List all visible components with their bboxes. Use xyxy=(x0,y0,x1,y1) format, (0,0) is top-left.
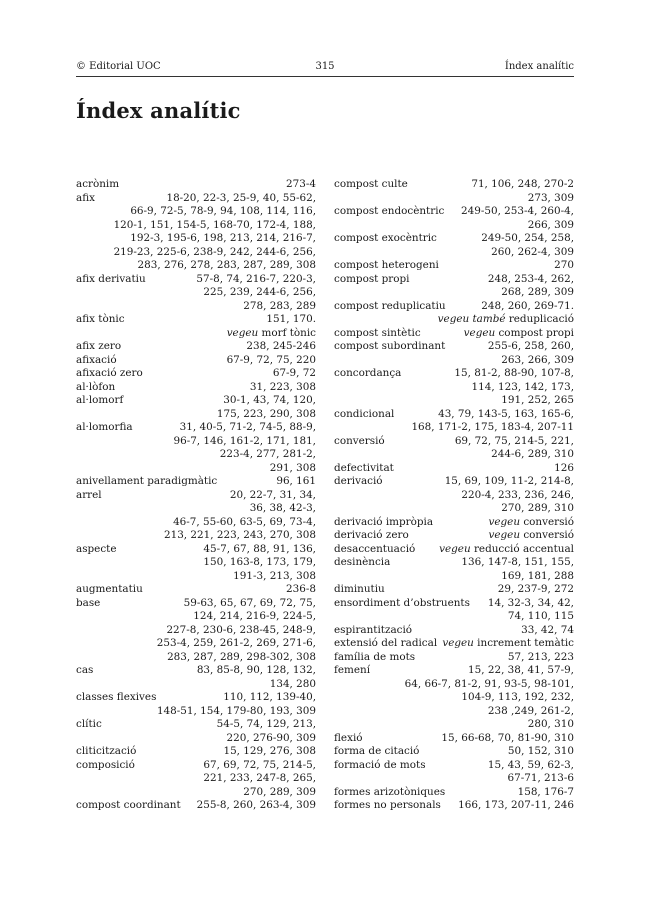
index-entry-first-line xyxy=(334,786,574,800)
cross-reference-marker: vegeu xyxy=(439,542,471,555)
index-pages: 57, 213, 223 xyxy=(507,650,574,663)
index-pages-continuation: 219-23, 225-6, 238-9, 242, 244-6, 256, xyxy=(113,245,316,258)
index-term: espirantització xyxy=(334,623,413,636)
index-entry xyxy=(76,394,316,421)
index-term: base xyxy=(76,596,101,609)
index-term: compost sintètic xyxy=(334,326,421,339)
index-pages-continuation: 268, 289, 309 xyxy=(501,286,574,298)
index-pages: 248, 260, 269-71. xyxy=(481,299,574,312)
index-pages: 30-1, 43, 74, 120, xyxy=(223,394,316,406)
index-entry-first-line xyxy=(334,300,574,314)
index-pages: 270 xyxy=(554,259,574,271)
index-entry-first-line xyxy=(334,637,574,651)
index-entry-first-line xyxy=(334,759,574,773)
index-pages: 31, 40-5, 71-2, 74-5, 88-9, xyxy=(179,421,316,433)
index-pages: 96, 161 xyxy=(276,475,316,487)
index-term: compost exocèntric xyxy=(334,232,437,244)
index-entry xyxy=(76,799,316,813)
index-pages-continuation: 220-4, 233, 236, 246, xyxy=(461,488,574,501)
index-entry-first-line xyxy=(76,475,316,489)
index-entry-first-line xyxy=(76,381,316,395)
index-term: concordança xyxy=(334,367,402,379)
index-entry xyxy=(334,300,574,327)
index-pages: 249-50, 254, 258, xyxy=(481,232,574,244)
index-pages-continuation: 104-9, 113, 192, 232, xyxy=(461,691,574,703)
cross-reference-marker: vegeu xyxy=(488,515,521,528)
index-pages: 273-4 xyxy=(286,178,316,190)
index-entry xyxy=(76,273,316,314)
index-term: arrel xyxy=(76,488,102,501)
index-pages: 71, 106, 248, 270-2 xyxy=(471,178,574,190)
index-entry-first-line xyxy=(76,718,316,732)
index-entry xyxy=(76,489,316,543)
index-pages-continuation: 114, 123, 142, 173, xyxy=(471,380,574,393)
index-pages: 14, 32-3, 34, 42, xyxy=(487,596,574,609)
index-entry-first-line xyxy=(76,313,316,327)
index-entry xyxy=(334,786,574,800)
index-pages-continuation: 192-3, 195-6, 198, 213, 214, 216-7, xyxy=(130,232,316,244)
index-term: compost heterogeni xyxy=(334,259,439,271)
cross-reference-marker: vegeu xyxy=(226,326,259,339)
index-pages-continuation: 225, 239, 244-6, 256, xyxy=(203,286,316,298)
index-term: afixació zero xyxy=(76,367,143,379)
index-entry xyxy=(334,516,574,530)
index-pages: 110, 112, 139-40, xyxy=(223,691,316,703)
index-term: desaccentuació xyxy=(334,542,416,555)
index-term: extensió del radical xyxy=(334,637,438,649)
cross-reference-marker: vegeu xyxy=(463,326,496,339)
index-pages-continuation: 169, 181, 288 xyxy=(501,569,574,582)
index-pages: 20, 22-7, 31, 34, xyxy=(229,488,316,501)
index-pages-continuation: 36, 38, 42-3, xyxy=(249,502,316,514)
index-pages-continuation: 270, 289, 309 xyxy=(243,785,316,798)
index-entry xyxy=(334,408,574,435)
index-cross-reference xyxy=(439,543,574,557)
index-entry-first-line xyxy=(334,259,574,273)
index-entry xyxy=(334,651,574,665)
index-pages-continuation: 213, 221, 223, 243, 270, 308 xyxy=(163,529,316,541)
header-rule xyxy=(76,76,574,77)
index-pages: 15, 66-68, 70, 81-90, 310 xyxy=(441,731,574,744)
index-pages-continuation: 221, 233, 247-8, 265, xyxy=(203,772,316,784)
index-entry xyxy=(76,691,316,718)
index-term: acrònim xyxy=(76,178,120,190)
index-term: flexió xyxy=(334,731,363,744)
index-entry xyxy=(334,178,574,205)
index-entry-first-line xyxy=(334,529,574,543)
index-pages-continuation: 223-4, 277, 281-2, xyxy=(219,448,316,460)
index-term: afix zero xyxy=(76,340,122,352)
index-term: classes flexives xyxy=(76,691,157,703)
index-pages: 15, 22, 38, 41, 57-9, xyxy=(468,664,574,676)
index-pages-continuation: 67-71, 213-6 xyxy=(507,772,574,784)
index-column-left xyxy=(76,178,316,813)
index-pages-continuation: 244-6, 289, 310 xyxy=(491,448,574,460)
index-entry-first-line xyxy=(334,651,574,665)
index-entry xyxy=(76,745,316,759)
cross-reference-target: conversió xyxy=(520,529,574,541)
index-entry-first-line xyxy=(76,178,316,192)
index-entry-first-line xyxy=(76,691,316,705)
cross-reference-marker: vegeu xyxy=(488,529,521,541)
running-header xyxy=(76,60,574,74)
index-entry-first-line xyxy=(76,367,316,381)
index-pages-continuation: 220, 276-90, 309 xyxy=(226,731,316,744)
index-pages-continuation: 46-7, 55-60, 63-5, 69, 73-4, xyxy=(173,515,316,528)
index-pages-continuation: 148-51, 154, 179-80, 193, 309 xyxy=(156,704,316,717)
index-entry-first-line xyxy=(76,597,316,611)
index-entry xyxy=(76,367,316,381)
index-entry-first-line xyxy=(334,597,574,611)
index-term: compost subordinant xyxy=(334,340,446,352)
index-pages-continuation: 280, 310 xyxy=(527,718,574,730)
index-entry-first-line xyxy=(76,273,316,287)
index-entry-first-line xyxy=(76,759,316,773)
index-cross-reference xyxy=(334,313,574,327)
index-entry-first-line xyxy=(334,435,574,449)
index-entry xyxy=(334,475,574,516)
index-entry-first-line xyxy=(334,367,574,381)
index-pages: 255-6, 258, 260, xyxy=(487,340,574,352)
index-entry xyxy=(76,543,316,584)
index-term: formes no personals xyxy=(334,799,441,811)
index-pages-continuation: 134, 280 xyxy=(269,677,316,690)
index-entry xyxy=(76,718,316,745)
index-pages-continuation: 278, 283, 289 xyxy=(243,299,316,312)
index-entry xyxy=(76,313,316,340)
index-pages-continuation: 270, 289, 310 xyxy=(501,502,574,514)
index-pages: 249-50, 253-4, 260-4, xyxy=(461,205,574,217)
index-entry xyxy=(76,340,316,354)
index-entry-first-line xyxy=(76,421,316,435)
index-entry xyxy=(334,556,574,583)
index-pages: 15, 43, 59, 62-3, xyxy=(487,758,574,771)
index-term: conversió xyxy=(334,434,385,447)
index-entry xyxy=(76,664,316,691)
index-pages-continuation: 260, 262-4, 309 xyxy=(491,245,574,258)
index-pages: 236-8 xyxy=(286,583,316,595)
index-entry-first-line xyxy=(334,475,574,489)
index-pages: 69, 72, 75, 214-5, 221, xyxy=(454,434,574,447)
index-pages-continuation: 263, 266, 309 xyxy=(501,353,574,366)
index-pages: 238, 245-246 xyxy=(246,340,316,352)
index-entry-first-line xyxy=(76,394,316,408)
index-pages-continuation: 273, 309 xyxy=(527,191,574,204)
index-entry xyxy=(76,597,316,665)
index-entry-first-line xyxy=(334,543,574,557)
index-term: afix derivatiu xyxy=(76,272,146,285)
index-entry-first-line xyxy=(334,624,574,638)
index-pages: 83, 85-8, 90, 128, 132, xyxy=(196,664,316,676)
index-pages: 57-8, 74, 216-7, 220-3, xyxy=(196,272,316,285)
index-term: compost coordinant xyxy=(76,799,181,811)
index-entry-first-line xyxy=(334,408,574,422)
index-pages-continuation: 227-8, 230-6, 238-45, 248-9, xyxy=(166,623,316,636)
index-entry xyxy=(334,637,574,651)
index-pages: 255-8, 260, 263-4, 309 xyxy=(196,799,316,811)
index-term: clític xyxy=(76,718,102,730)
index-entry-first-line xyxy=(334,273,574,287)
index-term: desinència xyxy=(334,556,391,568)
index-pages: 18-20, 22-3, 25-9, 40, 55-62, xyxy=(166,191,316,204)
index-pages: 15, 81-2, 88-90, 107-8, xyxy=(454,367,574,379)
index-entry-first-line xyxy=(334,583,574,597)
index-entry-first-line xyxy=(76,583,316,597)
index-entry-first-line xyxy=(334,799,574,813)
index-pages-continuation: 266, 309 xyxy=(527,218,574,231)
index-entry xyxy=(334,529,574,543)
index-term: formes arizotòniques xyxy=(334,785,446,798)
index-term: afix tònic xyxy=(76,313,125,325)
index-pages-continuation: 191, 252, 265 xyxy=(501,394,574,406)
cross-reference-target: reduplicació xyxy=(505,313,574,325)
index-pages: 43, 79, 143-5, 163, 165-6, xyxy=(438,407,574,420)
index-entry xyxy=(334,435,574,462)
index-pages: 15, 69, 109, 11-2, 214-8, xyxy=(444,475,574,487)
publisher-label: © Editorial UOC xyxy=(76,61,161,72)
index-entry xyxy=(334,732,574,746)
index-pages-continuation: 175, 223, 290, 308 xyxy=(216,407,316,420)
index-term: al·lomorf xyxy=(76,394,124,406)
index-column-right xyxy=(334,178,574,813)
index-entry-first-line xyxy=(76,489,316,503)
index-term: compost endocèntric xyxy=(334,205,445,217)
index-pages-continuation: 238 ,249, 261-2, xyxy=(487,704,574,717)
index-term: composició xyxy=(76,758,135,771)
index-pages-continuation: 96-7, 146, 161-2, 171, 181, xyxy=(173,434,316,447)
index-pages: 54-5, 74, 129, 213, xyxy=(216,718,316,730)
index-entry xyxy=(76,354,316,368)
index-entry xyxy=(334,327,574,341)
index-pages: 31, 223, 308 xyxy=(249,380,316,393)
index-entry xyxy=(334,259,574,273)
index-pages-continuation: 124, 214, 216-9, 224-5, xyxy=(193,610,316,622)
index-pages: 248, 253-4, 262, xyxy=(487,272,574,285)
index-pages-continuation: 283, 276, 278, 283, 287, 289, 308 xyxy=(137,259,316,271)
index-pages: 67-9, 72 xyxy=(272,367,316,379)
index-pages: 126 xyxy=(554,461,574,474)
index-term: aspecte xyxy=(76,542,117,555)
index-entry-first-line xyxy=(76,192,316,206)
index-pages-continuation: 283, 287, 289, 298-302, 308 xyxy=(167,650,316,663)
index-entry xyxy=(76,759,316,800)
index-pages: 15, 129, 276, 308 xyxy=(223,745,316,757)
index-entry xyxy=(76,421,316,475)
index-entry-first-line xyxy=(76,354,316,368)
index-pages: 50, 152, 310 xyxy=(507,745,574,757)
index-pages-continuation: 291, 308 xyxy=(269,461,316,474)
index-entry-first-line xyxy=(334,516,574,530)
index-entry xyxy=(334,799,574,813)
index-entry-first-line xyxy=(334,205,574,219)
index-term: derivació xyxy=(334,475,383,487)
index-entry xyxy=(334,543,574,557)
page-title: Índex analític xyxy=(76,98,241,123)
index-entry xyxy=(334,340,574,367)
index-entry xyxy=(334,583,574,597)
index-entry xyxy=(76,381,316,395)
cross-reference-target: morf tònic xyxy=(258,326,316,339)
index-entry-first-line xyxy=(334,340,574,354)
index-entry-first-line xyxy=(334,178,574,192)
index-pages: 67, 69, 72, 75, 214-5, xyxy=(203,758,316,771)
index-entry-first-line xyxy=(334,327,574,341)
index-cross-reference xyxy=(76,327,316,341)
index-pages: 67-9, 72, 75, 220 xyxy=(226,353,316,366)
cross-reference-target: increment temàtic xyxy=(473,637,574,649)
index-pages: 29, 237-9, 272 xyxy=(497,583,574,595)
index-pages: 45-7, 67, 88, 91, 136, xyxy=(203,542,316,555)
index-entry-first-line xyxy=(334,556,574,570)
section-label: Índex analític xyxy=(504,61,574,72)
index-term: ensordiment d’obstruents xyxy=(334,596,470,609)
index-entry-first-line xyxy=(334,462,574,476)
index-pages: 158, 176-7 xyxy=(517,785,574,798)
index-term: compost reduplicatiu xyxy=(334,299,446,312)
cross-reference-marker: vegeu també xyxy=(437,313,506,325)
cross-reference-target: conversió xyxy=(520,515,574,528)
index-entry xyxy=(334,597,574,624)
index-term: forma de citació xyxy=(334,745,420,757)
index-entry xyxy=(334,367,574,408)
index-pages-continuation: 64, 66-7, 81-2, 91, 93-5, 98-101, xyxy=(404,677,574,690)
page-number: 315 xyxy=(315,61,335,72)
index-cross-reference xyxy=(442,637,574,651)
index-term: família de mots xyxy=(334,650,416,663)
cross-reference-marker: vegeu xyxy=(442,637,474,649)
index-entry xyxy=(76,475,316,489)
index-pages: 151, 170. xyxy=(266,313,316,325)
index-entry-first-line xyxy=(76,543,316,557)
index-pages-continuation: 120-1, 151, 154-5, 168-70, 172-4, 188, xyxy=(113,218,316,231)
index-pages: 33, 42, 74 xyxy=(521,623,574,636)
index-entry xyxy=(334,205,574,232)
index-entry-first-line xyxy=(334,745,574,759)
index-cross-reference xyxy=(489,516,574,530)
index-entry-first-line xyxy=(334,232,574,246)
cross-reference-target: reducció accentual xyxy=(470,542,574,555)
index-pages: 136, 147-8, 151, 155, xyxy=(461,556,574,568)
index-entry-first-line xyxy=(76,745,316,759)
index-term: afixació xyxy=(76,353,117,366)
index-term: cas xyxy=(76,664,94,676)
index-entry-first-line xyxy=(76,340,316,354)
index-entry xyxy=(334,624,574,638)
index-term: anivellament paradigmàtic xyxy=(76,475,218,487)
index-entry-first-line xyxy=(334,664,574,678)
index-entry xyxy=(76,583,316,597)
index-cross-reference xyxy=(464,327,574,341)
index-entry-first-line xyxy=(76,799,316,813)
cross-reference-target: compost propi xyxy=(495,326,574,339)
index-entry xyxy=(334,745,574,759)
index-term: augmentatiu xyxy=(76,583,143,595)
index-entry xyxy=(334,232,574,259)
index-term: formació de mots xyxy=(334,758,426,771)
index-entry xyxy=(334,273,574,300)
index-pages-continuation: 74, 110, 115 xyxy=(507,610,574,622)
index-term: cliticització xyxy=(76,745,137,757)
index-entry-first-line xyxy=(76,664,316,678)
index-entry-first-line xyxy=(334,732,574,746)
index-pages-continuation: 66-9, 72-5, 78-9, 94, 108, 114, 116, xyxy=(130,205,316,217)
index-term: diminutiu xyxy=(334,583,385,595)
index-term: femení xyxy=(334,664,371,676)
index-pages-continuation: 150, 163-8, 173, 179, xyxy=(203,556,316,568)
index-entry xyxy=(76,178,316,192)
index-term: condicional xyxy=(334,407,395,420)
index-entry xyxy=(76,192,316,273)
index-term: al·lomorfia xyxy=(76,421,133,433)
index-pages: 166, 173, 207-11, 246 xyxy=(458,799,574,811)
index-term: derivació zero xyxy=(334,529,409,541)
index-entry xyxy=(334,664,574,732)
index-term: defectivitat xyxy=(334,461,394,474)
index-term: compost propi xyxy=(334,272,410,285)
index-pages-continuation: 168, 171-2, 175, 183-4, 207-11 xyxy=(411,421,574,433)
index-pages: 59-63, 65, 67, 69, 72, 75, xyxy=(183,596,316,609)
index-term: derivació impròpia xyxy=(334,515,434,528)
index-pages-continuation: 191-3, 213, 308 xyxy=(233,569,316,582)
index-term: afix xyxy=(76,191,95,204)
index-entry xyxy=(334,759,574,786)
index-pages-continuation: 253-4, 259, 261-2, 269, 271-6, xyxy=(156,637,316,649)
index-term: al·lòfon xyxy=(76,380,116,393)
index-entry xyxy=(334,462,574,476)
index-cross-reference xyxy=(489,529,574,543)
index-term: compost culte xyxy=(334,178,408,190)
